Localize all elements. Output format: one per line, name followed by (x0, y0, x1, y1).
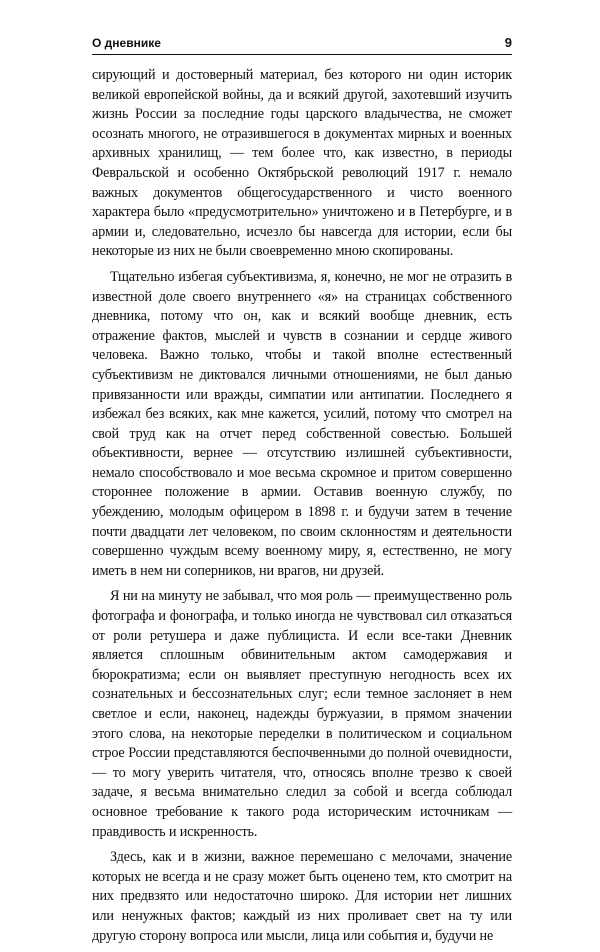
text-body (92, 66, 512, 952)
paragraph: Тщательно избегая субъективизма, я, конечно, не мог не отразить в известной доле своего внутреннего «я» на страницах собственного дневника, потому что он, как и всякий вообще дневник, есть отражение фактов, мыслей и чувств в сознании и сердце живого человека. Важно только, чтобы и такой вполне естественный субъективизм не диктовался личными отношениями, не был данью привязанности или вражды, симпатии или антипатии. Последнего я избежал без всяких, как мне кажется, усилий, потому что смотрел на свой труд как на отчет перед собственной совестью. Большей объективности, вернее — отсутствию излишней субъективности, немало способствовало и мое весьма скромное и притом совершенно стороннее положение в армии. Оставив военную службу, по убеждению, молодым офицером в 1898 г. и будучи затем в течение почти двадцати лет человеком, по своим склонностям и деятельности совершенно чуждым всему военному миру, я, естественно, не могу иметь в нем ни соперников, ни врагов, ни друзей. (92, 268, 512, 579)
running-header (92, 34, 512, 55)
paragraph: Я ни на минуту не забывал, что моя роль — преимущественно роль фотографа и фонографа, и только иногда не чувствовал сил отказаться от роли ретушера и даже публициста. И если все-таки Дневник является сплошным обвинительным актом самодержавия и бюрократизма; если он выявляет преступную негодность всех их сознательных и бессознательных слуг; если темное заслоняет в нем светлое и если, наконец, надежды буржуазии, в прямом значении этого слова, на некоторые переделки в политическом и социальном строе России представляются беспочвенными до полной очевидности, — то могу уверить читателя, что, относясь вполне трезво к своей задаче, я весьма внимательно следил за собой и всегда соблюдал основное требование к такого рода историческим источникам — правдивость и искренность. (92, 588, 512, 840)
paragraph: Здесь, как и в жизни, важное перемешано с мелочами, значение которых не всегда и не сразу может быть оценено тем, кто смотрит на них предвзято или недостаточно широко. Для истории нет лишних или ненужных фактов; каждый из них проливает свет на ту или другую сторону вопроса или мысли, лица или события и, будучи не (92, 849, 512, 944)
running-title: О дневнике (92, 36, 161, 50)
paragraph-continued: сирующий и достоверный материал, без которого ни один историк великой европейской войны, да и всякий другой, захотевший изучить жизнь России за последние годы царского владычества, не сможет осознать многого, не отразившегося в документах мирных и военных архивных хранилищ, — тем более что, как известно, в периоды Февральской и особенно Октябрьской революций 1917 г. немало важных документов общегосударственного и чисто военного характера было «предусмотрительно» уничтожено и в Петербурге, и в армии и, следовательно, исчезло бы навсегда для истории, если бы некоторые из них не были своевременно мною скопированы. (92, 67, 512, 260)
page-number: 9 (504, 35, 512, 50)
